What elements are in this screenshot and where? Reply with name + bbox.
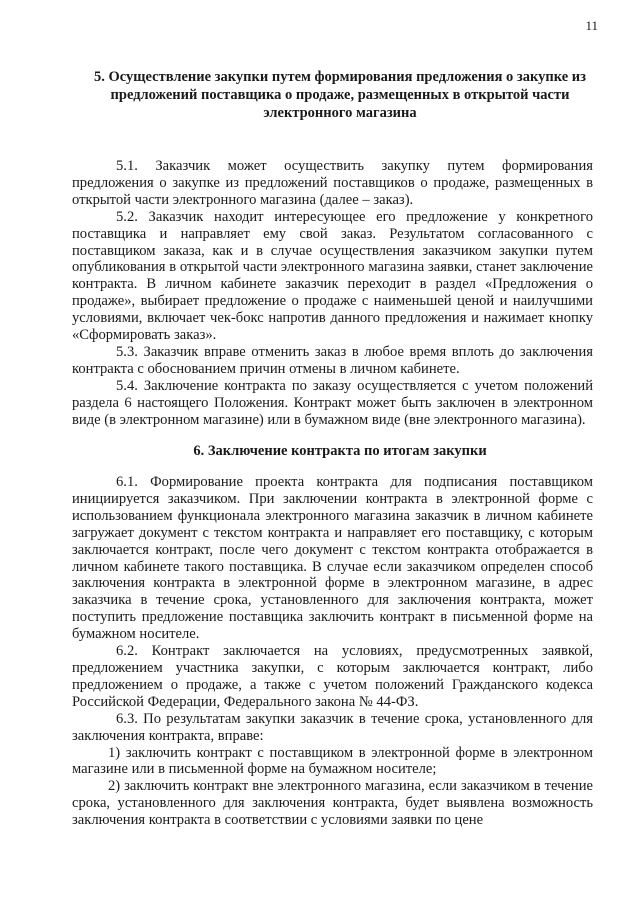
page-number: 11 (585, 18, 598, 33)
paragraph-6-3: 6.3. По результатам закупки заказчик в течение срока, установленного для заключения контракта, вправе: (72, 710, 593, 744)
list-item-6-3-1: 1) заключить контракт с поставщиком в электронной форме в электронном магазине или в письменной форме на бумажном носителе; (72, 744, 593, 778)
section-5-body (72, 158, 593, 429)
list-item-6-3-2: 2) заключить контракт вне электронного магазина, если заказчиком в течение срока, установленного для заключения контракта, будет выявлена возможность заключения контракта в соответствии с условиями заявки по цене (72, 778, 593, 829)
section-5-heading: 5. Осуществление закупки путем формирования предложения о закупке из предложений поставщика о продаже, размещенных в открытой части электронного магазина (94, 69, 586, 121)
paragraph-5-3: 5.3. Заказчик вправе отменить заказ в любое время вплоть до заключения контракта с обоснованием причин отмены в личном кабинете. (72, 343, 593, 377)
paragraph-6-2: 6.2. Контракт заключается на условиях, предусмотренных заявкой, предложением участника закупки, с которым заключается контракт, либо предложением о продаже, а также с учетом положений Гражданского кодекса Российской Федерации, Федерального закона № 44-ФЗ. (72, 643, 593, 710)
section-6-body (72, 474, 593, 829)
section-6-heading: 6. Заключение контракта по итогам закупки (193, 443, 487, 459)
paragraph-6-1: 6.1. Формирование проекта контракта для подписания поставщиком инициируется заказчиком. При заключении контракта в электронной форме с использованием функционала электронного магазина заказчик в личном кабинете загружает документ с текстом контракта и направляет его поставщику, с которым заключается контракт, после чего документ с текстом контракта отображается в личном кабинете такого поставщика. В случае если заказчиком определен способ заключения контракта в электронной форме в электронном магазине, в адрес заказчика в течение срока, установленного для заключения контракта, может поступить предложение поставщика заключить контракт в письменной форме на бумажном носителе. (72, 474, 593, 643)
paragraph-5-2: 5.2. Заказчик находит интересующее его предложение у конкретного поставщика и направляет ему свой заказ. Результатом согласованного с поставщиком заказа, как и в случае осуществления заказчиком закупки путем опубликования в открытой части электронного магазина заявки, станет заключение контракта. В личном кабинете заказчик переходит в раздел «Предложения о продаже», выбирает предложение о продаже с наименьшей ценой и наилучшими условиями, включает чек-бокс напротив данного предложения и нажимает кнопку «Сформировать заказ». (72, 208, 593, 344)
paragraph-5-1: 5.1. Заказчик может осуществить закупку путем формирования предложения о закупке из предложений поставщиков о продаже, размещенных в открытой части электронного магазина (далее – заказ). (72, 158, 593, 208)
paragraph-5-4: 5.4. Заключение контракта по заказу осуществляется с учетом положений раздела 6 настоящего Положения. Контракт может быть заключен в электронном виде (в электронном магазине) или в бумажном виде (вне электронного магазина). (72, 377, 593, 428)
